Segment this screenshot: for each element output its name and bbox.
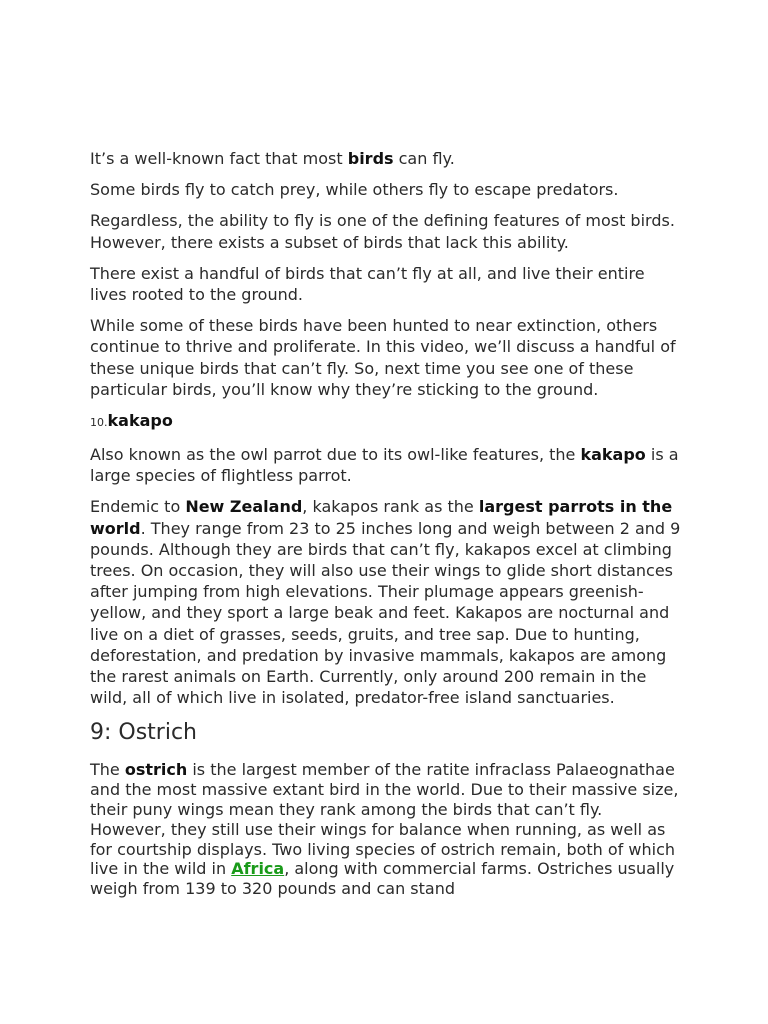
text-run: It’s a well-known fact that most bbox=[90, 149, 348, 168]
text-run: , along with commercial farms. Ostriches usually weigh from 139 to 320 pounds and can stand bbox=[90, 859, 675, 899]
intro-paragraph-1 bbox=[90, 148, 682, 169]
bold-text: largest parrots in the world bbox=[90, 497, 673, 538]
text-run: The bbox=[90, 760, 125, 780]
intro-paragraph-2: Some birds fly to catch prey, while others fly to escape predators. bbox=[90, 180, 619, 200]
kakapo-paragraph-1 bbox=[90, 444, 682, 486]
text-run: . They range from 23 to 25 inches long and weigh between 2 and 9 pounds. Although they are birds that can’t fly, kakapos excel at climbing trees. On occasion, they will also use their wings to glide short distances after jumping from high elevations. Their plumage appears greenish-yellow, and they sport a large beak and feet. Kakapos are nocturnal and live on a diet of grasses, seeds, gruits, and tree sap. Due to hunting, deforestation, and predation by invasive mammals, kakapos are among the rarest animals on Earth. Currently, only around 200 remain in the wild, all of which live in isolated, predator-free island sanctuaries. bbox=[90, 518, 681, 708]
text-run: Also known as the owl parrot due to its owl-like features, the bbox=[90, 445, 581, 465]
text-run: is the largest member of the ratite infraclass Palaeognathae and the most massive extant bird in the world. Due to their massive size, their puny wings mean they rank among the birds that can’t fly. However, they still use their wings for balance when running, as well as for courtship displays. Two living species of ostrich remain, both of which live in the wild in bbox=[90, 760, 679, 879]
intro-paragraph-4: There exist a handful of birds that can’t fly at all, and live their entire lives rooted to the ground. bbox=[90, 263, 645, 305]
text-run: Endemic to bbox=[90, 497, 186, 517]
bold-text: ostrich bbox=[124, 760, 188, 780]
text-run: , kakapos rank as the bbox=[302, 497, 479, 517]
text-run: is a large species of flightless parrot. bbox=[90, 445, 679, 486]
bold-text: kakapo bbox=[580, 445, 646, 465]
intro-paragraph-5: While some of these birds have been hunted to near extinction, others continue to thrive and proliferate. In this video, we’ll discuss a handful of these unique birds that can’t fly. So, next time you see one of these particular birds, you’ll know why they’re sticking to the ground. bbox=[90, 316, 676, 399]
intro-paragraph-3: Regardless, the ability to fly is one of the defining features of most birds. However, there exists a subset of birds that lack this ability. bbox=[90, 211, 675, 252]
ostrich-heading: 9: Ostrich bbox=[90, 720, 198, 746]
article-body bbox=[90, 148, 682, 909]
kakapo-paragraph-2 bbox=[90, 496, 682, 708]
kakapo-rank-heading bbox=[90, 410, 682, 434]
ostrich-paragraph-1 bbox=[90, 760, 682, 899]
rank-number: 10. bbox=[90, 416, 108, 430]
rank-name: kakapo bbox=[107, 411, 173, 431]
bold-text: New Zealand bbox=[185, 497, 303, 517]
bold-text: birds bbox=[347, 149, 394, 168]
africa-link[interactable]: Africa bbox=[231, 859, 285, 879]
text-run: can fly. bbox=[393, 149, 455, 168]
